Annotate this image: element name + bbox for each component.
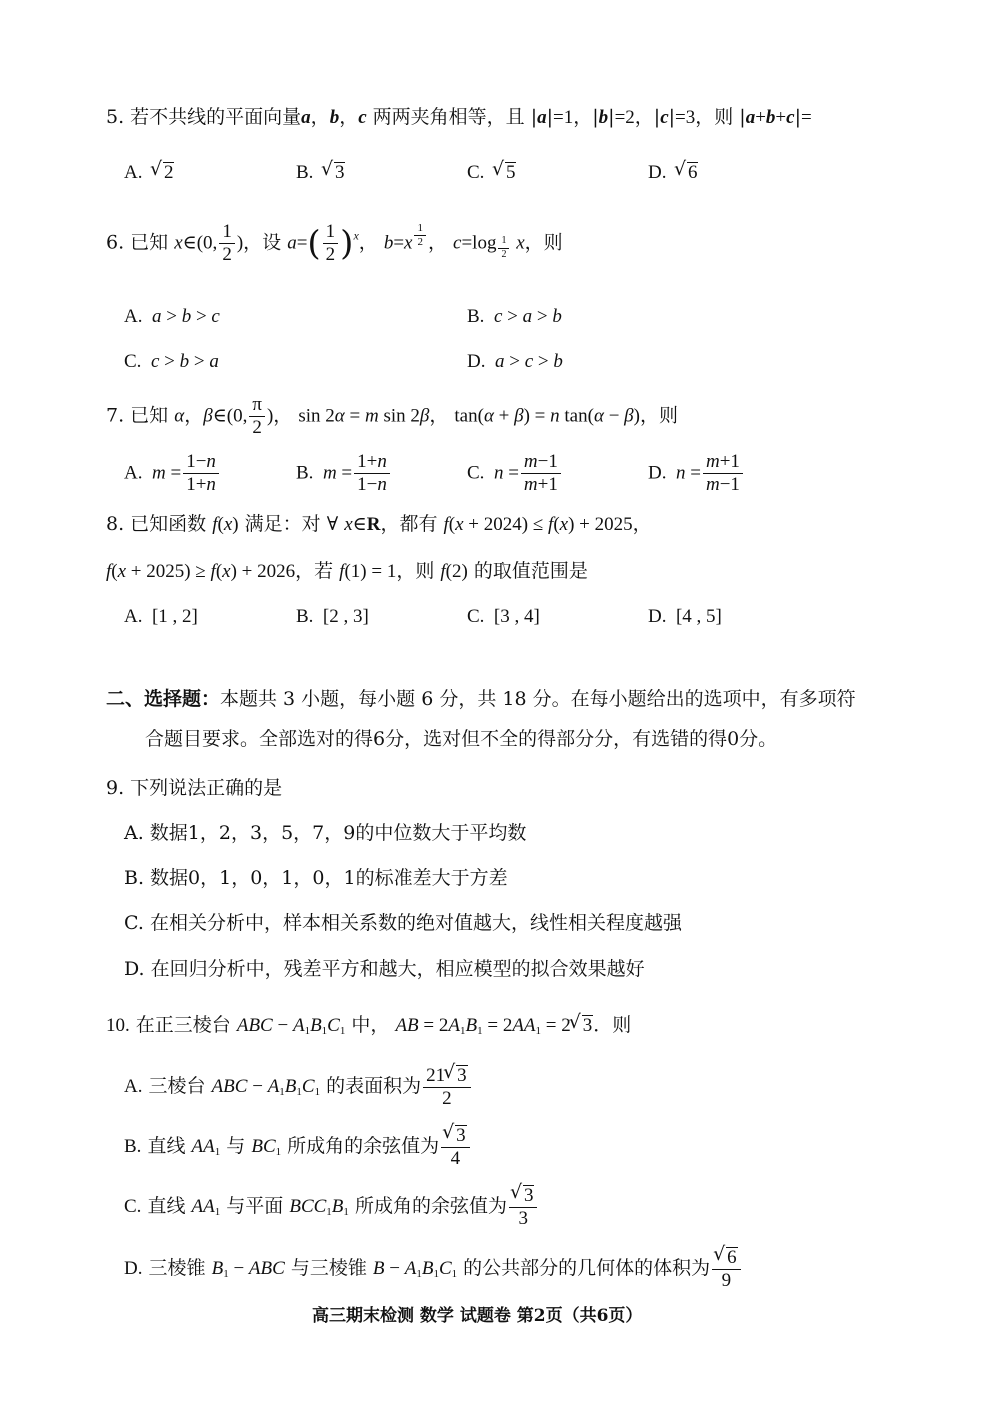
q8-option-b: B. [2 , 3] xyxy=(296,606,369,627)
q5-option-b: B. √ 3 xyxy=(296,162,345,182)
q9-option-d: D. 在回归分析中，残差平方和越大，相应模型的拟合效果越好 xyxy=(124,958,645,980)
q7-option-a: A. m = $\frac{1-n}{1+n}$ xyxy=(124,452,221,495)
q6-option-c: C. c > b > a xyxy=(124,351,219,372)
q10-option-a: A. 三棱台 ABC − $A_1B_1C_1$ 的表面积为 $\frac{21√ 3}{2}$ xyxy=(124,1065,473,1109)
q8-option-d: D. [4 , 5] xyxy=(648,606,722,627)
q6-stem: 6. 已知 x∈(0, $\frac{1}{2}$ )，设 a=( $\frac{1}{2}$ )$^x$， b=x $^{\frac{1}{2}}$ ， c=log $_{\frac{1}{2}}$ x，则 xyxy=(106,221,563,265)
q7-stem: 7. 已知 α，β∈(0, $\frac{\pi}{2}$ )， sin 2α = m sin 2β， tan(α + β) = n tan(α − β)，则 xyxy=(106,394,678,438)
q8-option-c: C. [3 , 4] xyxy=(467,606,540,627)
q8-option-a: A. [1 , 2] xyxy=(124,606,198,627)
q5-stem: 5. 若不共线的平面向量a，b，c 两两夹角相等，且 |a|=1，|b|=2，|c|=3，则 |a+b+c|= xyxy=(106,106,812,128)
q9-option-a: A. 数据1，2，3，5，7，9的中位数大于平均数 xyxy=(124,822,527,844)
q7-option-d: D. n = $\frac{m+1}{m-1}$ xyxy=(648,452,745,495)
q10-option-d: D. 三棱锥 $B_1$ − ABC 与三棱锥 $B - A_1B_1C_1$ 的公共部分的几何体的体积为 √ $\frac{6}{9}$ xyxy=(124,1247,743,1291)
q5-option-d: D. √ 6 xyxy=(648,162,698,182)
q5-option-c: C. √ 5 xyxy=(467,162,516,182)
q8-stem-line1: 8. 已知函数 f(x) 满足：对 ∀ x∈R，都有 f(x + 2024) ≤ f(x) + 2025， xyxy=(106,513,652,535)
q9-option-c: C. 在相关分析中，样本相关系数的绝对值越大，线性相关程度越强 xyxy=(124,912,682,934)
page-footer: 高三期末检测 数学 试题卷 第2页（共6页） xyxy=(312,1306,643,1326)
q6-option-d: D. a > c > b xyxy=(467,351,563,372)
q6-option-a: A. a > b > c xyxy=(124,306,220,327)
q7-option-c: C. n = $\frac{m-1}{m+1}$ xyxy=(467,452,563,495)
q10-option-c: C. 直线 $AA_1$ 与平面 $BCC_1B_1$ 所成角的余弦值为 √ $\frac{3}{3}$ xyxy=(124,1185,539,1229)
q5-option-a: A. √ 2 xyxy=(124,162,174,182)
section2-heading-line1: 二、选择题：本题共 3 小题，每小题 6 分，共 18 分。在每小题给出的选项中，有多项符 xyxy=(106,688,856,710)
q7-option-b: B. m = $\frac{1+n}{1-n}$ xyxy=(296,452,392,495)
q10-option-b: B. 直线 $AA_1$ 与 $BC_1$ 所成角的余弦值为 √ $\frac{3}{4}$ xyxy=(124,1125,472,1169)
q8-stem-line2: f(x + 2025) ≥ f(x) + 2026，若 f(1) = 1，则 f(2) 的取值范围是 xyxy=(106,560,588,582)
section2-heading-line2: 合题目要求。全部选对的得6分，选对但不全的得部分分，有选错的得0分。 xyxy=(145,728,778,750)
q9-stem: 9. 下列说法正确的是 xyxy=(106,777,283,799)
q10-stem: 10. 在正三棱台 ABC − $A_1B_1C_1$ 中， AB = $2A_1B_1 = 2AA_1 = 2√$ 3．则 xyxy=(106,1015,631,1037)
q9-option-b: B. 数据0，1，0，1，0，1的标准差大于方差 xyxy=(124,867,508,889)
q6-option-b: B. c > a > b xyxy=(467,306,562,327)
